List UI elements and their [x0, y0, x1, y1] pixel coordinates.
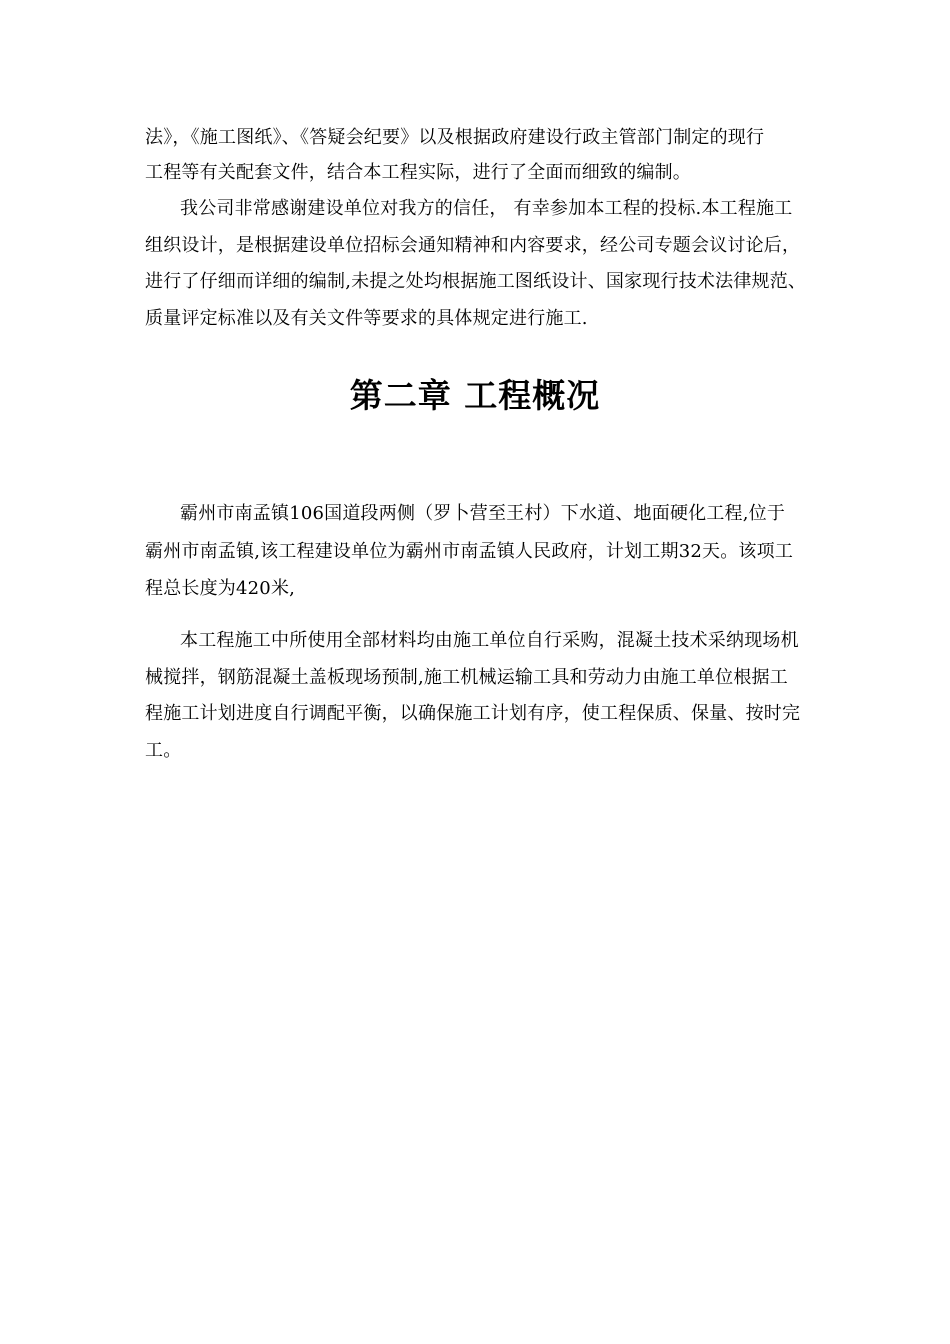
overview-paragraph-2-line-3: 程施工计划进度自行调配平衡，以确保施工计划有序，使工程保质、保量、按时完	[145, 703, 801, 724]
intro-paragraph-2-line-1: 我公司非常感谢建设单位对我方的信任， 有幸参加本工程的投标.本工程施工	[180, 198, 793, 219]
overview-paragraph-1-line-2: 霸州市南孟镇,该工程建设单位为霸州市南孟镇人民政府，计划工期32天。该项工	[145, 541, 794, 562]
intro-paragraph-2-line-3: 进行了仔细而详细的编制,未提之处均根据施工图纸设计、国家现行技术法律规范、	[145, 271, 807, 292]
overview-paragraph-1-line-1: 霸州市南孟镇106国道段两侧（罗卜营至王村）下水道、地面硬化工程,位于	[180, 503, 786, 524]
intro-paragraph-2-line-4: 质量评定标准以及有关文件等要求的具体规定进行施工.	[145, 308, 588, 329]
chapter-title: 第二章 工程概况	[349, 376, 601, 415]
overview-paragraph-2-line-1: 本工程施工中所使用全部材料均由施工单位自行采购，混凝土技术采纳现场机	[180, 630, 799, 651]
intro-paragraph-1-line-2: 工程等有关配套文件，结合本工程实际，进行了全面而细致的编制。	[145, 162, 691, 183]
overview-paragraph-2-line-4: 工。	[145, 740, 182, 761]
intro-paragraph-1-line-1: 法》，《施工图纸》、《答疑会纪要》以及根据政府建设行政主管部门制定的现行	[145, 127, 765, 148]
overview-paragraph-1-line-3: 程总长度为420米,	[145, 578, 296, 599]
intro-paragraph-2-line-2: 组织设计，是根据建设单位招标会通知精神和内容要求，经公司专题会议讨论后，	[145, 235, 801, 256]
overview-paragraph-2-line-2: 械搅拌，钢筋混凝土盖板现场预制,施工机械运输工具和劳动力由施工单位根据工	[145, 667, 788, 688]
